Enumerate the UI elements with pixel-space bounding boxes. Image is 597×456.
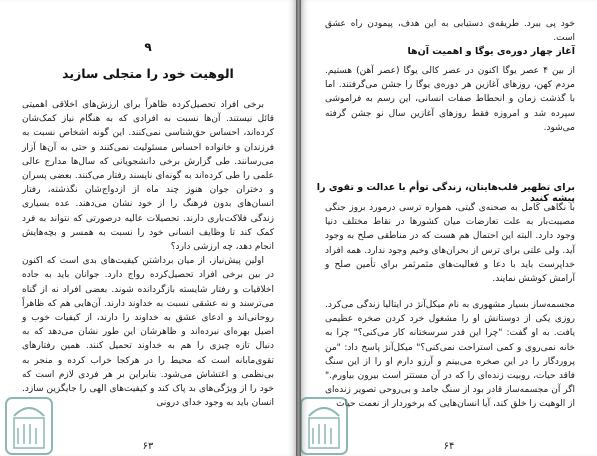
right-intro-text: خود پی ببرد. طریقه‌ی دستیابی به این هدف، پیمودن راه عشق است. <box>325 19 575 44</box>
chapter-title: الوهیت خود را متجلی سازید <box>62 66 234 81</box>
right-page-number: ۶۴ <box>443 441 455 452</box>
library-stamp-icon <box>4 394 56 456</box>
section-text-purify: با نگاهی کامل به صحنه‌ی گیتی، همواره ترسی درمورد بروز جنگی مصیبت‌بار به علت تعارضات میان کشورها در نقاط مختلف دنیا وجود دارد. البته این احتمال هم هست که در مناطقی صلح به وجود آید. ولی علتی برای ترس از بحران‌های وخیم وجود ندارد. همه افراد خداپرست باید با دعا و فعالیت‌های مثمرثمر برای تأمین صلح و آرامش کوشش نمایند. <box>325 203 575 285</box>
library-stamp-icon <box>301 394 351 456</box>
section-text-michelangelo: مجسمه‌ساز بسیار مشهوری به نام میکل‌آنژ در ایتالیا زندگی می‌کرد. روزی یکی از دوستانش او را مشغول خرد کردن صخره عظیمی یافت. به او گفت: "چرا این قدر سرسختانه کار می‌کنی؟" چرا به خانه نمی‌روی و کمی استراحت نمی‌کنی؟" میکل‌آنژ پاسخ داد: "من پروردگار را در این صخره می‌بینم و آرزو دارم او را از این سنگ فاقد حیات، روبیت زنده‌ای را که در آن مستتر است بیرون بیاورم." اگر آن مجسمه‌ساز قادر بود از سنگ جامد و بی‌روحی تصویر زنده‌ای از الوهیت را خلق کند، آیا انسان‌هایی که برخوردار از نعمت حیات <box>325 300 575 410</box>
left-paragraph-1: برخی افراد تحصیل‌کرده ظاهراً برای ارزش‌های اخلاقی اهمیتی قائل نیستند. آن‌ها نسبت به افرادی که به هنگام نیاز کمک‌شان کرده‌اند، احساس حق‌شناسی نمی‌کنند. این گونه اشخاص نسبت به فرزندان و خانواده احساس مسئولیت نمی‌کنند و حتی به آن‌ها آزار می‌رسانند. طی گزارش برخی دانشجویانی که سال‌ها مدارج عالی علمی را طی کرده‌اند به گونه‌ای ناپسند رفتار می‌کنند. بعضی پسران و دختران جوان هنوز چند ماه از ازدواج‌شان نگذشته، رفتار انسان‌های بدون فرهنگ را از خود نشان می‌دهند. عده بسیاری زندگی فلاکت‌باری دارند. تحصیلات عالیه درصورتی که نتواند به فرد کمک کند تا وظایف انسانی خود را نسبت به همسر و بچه‌هایش انجام دهد، چه ارزشی دارد؟ <box>22 100 274 253</box>
section-heading-purify: برای تطهیر قلب‌هایتان، زندگی توأم با عدالت و تقوی را پیشه کنید <box>316 182 575 204</box>
chapter-number: ۹ <box>144 40 152 54</box>
section-text-yoga: از بین ۴ عصر یوگا اکنون در عصر کالی یوگا (عصر آهن) هستیم. مردم کهن، روزهای آغازین هر دوره‌ی یوگا را جشن می‌گرفتند. اما با گذشت زمان و انحطاط صفات انسانی، این رسم به فراموشی سپرده شد و امروزه فقط روزهای آغازین سال نو جشن گرفته می‌شود. <box>325 66 575 133</box>
left-body-text <box>22 98 274 410</box>
section-heading-yoga: آغاز چهار دوره‌ی یوگا و اهمیت آن‌ها <box>407 46 575 57</box>
left-paragraph-2: اولین پیش‌نیاز، از میان برداشتن کیفیت‌های بدی است که اکنون در بین برخی افراد تحصیل‌کرده رواج دارد. جوانان باید به جاده اخلاقیات و رفتار شایسته بازگردانده شوند. بعضی افراد نه از گناه می‌ترسند و نه عشقی نسبت به خداوند دارند. آن‌هایی هم که ظاهراً روحانی‌اند و ادعای عشق به خداوند را دارند، از کیفیات خوب و اصیل بهره‌ای نبرده‌اند و ظاهرشان این طور نشان می‌دهد که به دنبال تازه چیزی را هم به خداوند تحمیل کنند. همین رفتارهای تقوی‌مابانه است که محیط را در هرکجا خراب کرده و منجر به بی‌نظمی و اغتشاش می‌شود. بنابراین بر هر فردی لازم است که خود را از ویژگی‌های بد پاک کند و کیفیت‌های الهی را جایگزین سازد. انسان باید به وجود خدای درونی <box>22 256 274 409</box>
left-page-number: ۶۳ <box>142 441 154 452</box>
right-page <box>301 0 597 456</box>
left-page <box>0 0 296 456</box>
